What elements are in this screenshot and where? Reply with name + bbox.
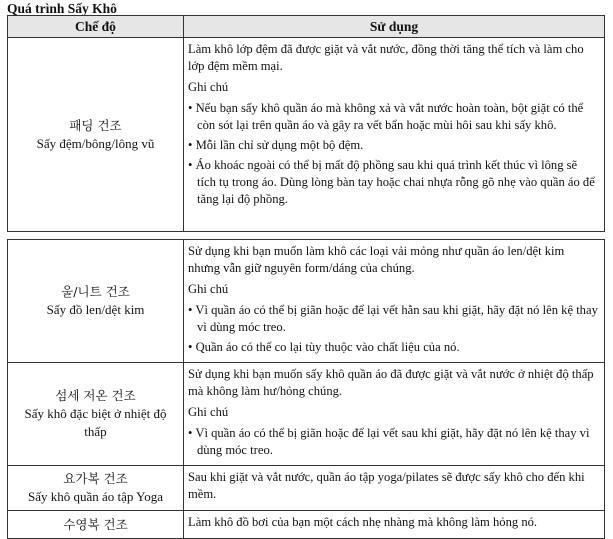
mode-name-ko: 수영복 건조 xyxy=(63,516,128,532)
table-row xyxy=(8,466,605,511)
mode-name-vi: Sấy đồ len/dệt kim xyxy=(46,302,145,317)
use-cell xyxy=(184,466,605,511)
mode-name-ko: 울/니트 건조 xyxy=(61,284,130,299)
mode-name-ko: 패딩 건조 xyxy=(69,117,122,133)
note-item: • Quần áo có thể co lại tùy thuộc vào chất liệu của nó. xyxy=(188,339,599,356)
use-cell xyxy=(184,38,605,232)
header-mode: Chế độ xyxy=(8,16,184,38)
note-item: • Vì quần áo có thể bị giãn hoặc để lại vết sau khi giặt, hãy đặt nó lên kệ thay vì dùng móc treo. xyxy=(188,425,599,459)
use-description: Sử dụng khi bạn muốn làm khô các loại vải mỏng như quần áo len/dệt kim nhưng vẫn giữ nguyên form/dáng của chúng. xyxy=(188,244,565,275)
table-row xyxy=(8,511,605,539)
mode-cell xyxy=(8,240,184,363)
note-label: Ghi chú xyxy=(188,282,229,296)
use-description: Làm khô đồ bơi của bạn một cách nhẹ nhàng mà không làm hỏng nó. xyxy=(188,515,538,529)
mode-name-vi: Sấy khô quần áo tập Yoga xyxy=(27,489,164,504)
mode-name-vi: Sấy đệm/bông/lông vũ xyxy=(36,135,155,151)
note-item: • Áo khoác ngoài có thể bị mất độ phồng sau khi quá trình kết thúc vì lông sẽ tích tụ trong áo. Dùng lòng bàn tay hoặc chai nhựa rỗng gõ nhẹ vào quần áo để tăng lại độ phồng. xyxy=(188,157,599,208)
mode-name-ko: 요가복 건조 xyxy=(63,471,128,486)
mode-cell xyxy=(8,363,184,466)
use-description: Sử dụng khi bạn muốn sấy khô quần áo đã được giặt và vắt nước ở nhiệt độ thấp mà không làm hư/hỏng chúng. xyxy=(188,367,594,398)
note-label: Ghi chú xyxy=(188,80,229,94)
table-header-row xyxy=(8,16,605,38)
mode-name-vi: Sấy khô đặc biệt ở nhiệt độ thấp xyxy=(24,406,167,439)
use-description: Sau khi giặt và vắt nước, quần áo tập yoga/pilates sẽ được sấy khô cho đến khi mềm. xyxy=(188,470,585,501)
page-title: Quá trình Sấy Khô xyxy=(7,1,117,16)
mode-name-ko: 섬세 저온 건조 xyxy=(55,388,136,403)
mode-cell xyxy=(8,466,184,511)
table-row xyxy=(8,363,605,466)
note-item: • Nếu bạn sấy khô quần áo mà không xả và vắt nước hoàn toàn, bột giặt có thể còn sót lại trên quần áo và gây ra vết bẩn hoặc mùi hôi sau khi sấy khô. xyxy=(188,100,599,134)
header-use: Sử dụng xyxy=(184,16,605,38)
mode-cell xyxy=(8,511,184,539)
note-item: • Mỗi lần chỉ sử dụng một bộ đệm. xyxy=(188,137,599,154)
table-row xyxy=(8,240,605,363)
note-item: • Vì quần áo có thể bị giãn hoặc để lại vết hằn sau khi giặt, hãy đặt nó lên kệ thay vì dùng móc treo. xyxy=(188,302,599,336)
table-row xyxy=(8,38,605,232)
note-label: Ghi chú xyxy=(188,405,229,419)
drying-table-1 xyxy=(7,15,605,232)
use-cell xyxy=(184,363,605,466)
use-cell xyxy=(184,511,605,539)
use-description: Làm khô lớp đệm đã được giặt và vắt nước, đồng thời tăng thể tích và làm cho lớp đệm mềm mại. xyxy=(188,42,584,73)
mode-cell xyxy=(8,38,184,232)
use-cell xyxy=(184,240,605,363)
drying-table-2 xyxy=(7,239,605,539)
